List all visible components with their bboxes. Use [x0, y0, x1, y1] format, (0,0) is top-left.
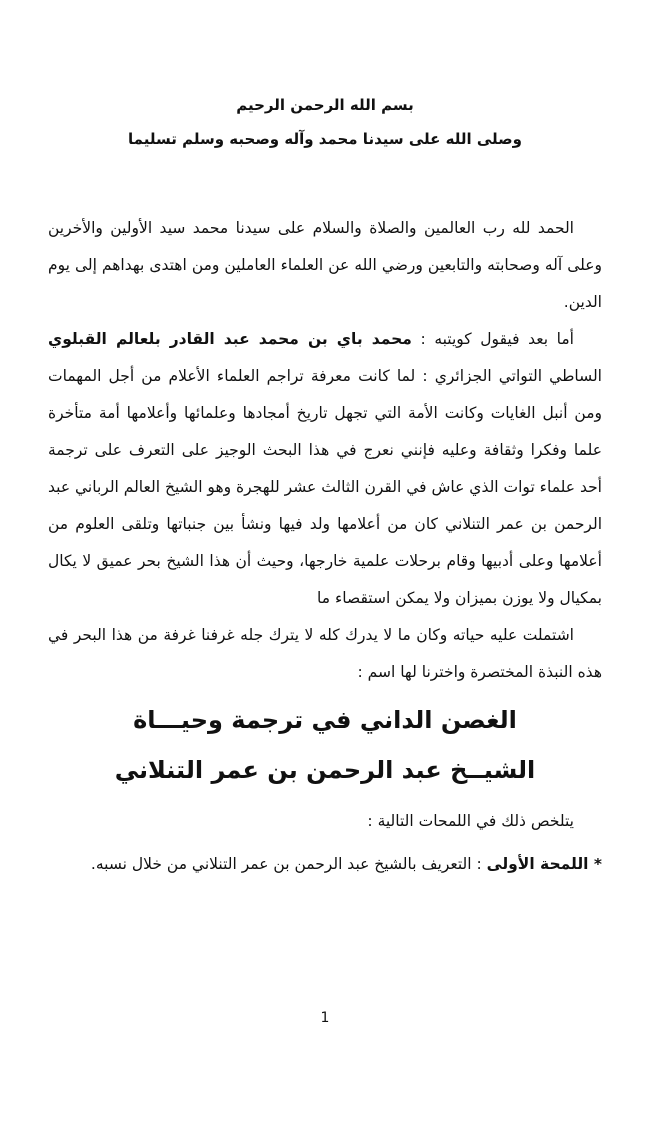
book-title-line-1: الغصن الداني في ترجمة وحيـــاة [133, 706, 517, 734]
first-section-item [48, 843, 602, 885]
book-title-line-2: الشيــخ عبد الرحمن بن عمر التنلاني [114, 756, 536, 784]
page-number: 1 [320, 1010, 330, 1026]
basmala-heading: بسم الله الرحمن الرحيم [236, 96, 414, 114]
naming-paragraph: اشتملت عليه حياته وكان ما لا يدرك كله لا يترك جله غرفنا غرفة من هذا البحر في هذه النبذة المختصرة واخترنا لها اسم : [48, 626, 602, 681]
author-intro-text: أما بعد فيقول كويتبه : [411, 330, 574, 348]
author-paragraph-text: الساطي التواتي الجزائري : لما كانت معرفة تراجم العلماء الأعلام من أجل المهمات ومن أنبل الغايات وكانت الأمة التي تجهل تاريخ أمجادها وعلمائها وأعلامها أمة متأخرة علما وفكرا وثقافة وعليه فإنني نعرج في هذا البحث الوجيز على التعرف على ترجمة أحد علماء توات الذي عاش في القرن الثالث عشر للهجرة وهو الشيخ العالم الرباني عبد الرحمن بن عمر التنلاني كان من أعلامها ولد فيها ونشأ بين جنباتها وتلقى العلوم من أعلامها وعلى أدبيها وقام برحلات علمية خارجها، وحيث أن هذا الشيخ بحر عميق لا يكال بمكيال ولا يوزن بميزان ولا يمكن استقصاء ما [48, 367, 602, 607]
author-paragraph [48, 321, 602, 617]
first-section-text: : التعريف بالشيخ عبد الرحمن بن عمر التنلاني من خلال نسبه. [90, 855, 487, 873]
bullet-marker: * [588, 855, 602, 873]
summary-intro: يتلخص ذلك في اللمحات التالية : [367, 812, 574, 830]
first-section-label: اللمحة الأولى [486, 855, 589, 873]
salawat-heading: وصلى الله على سيدنا محمد وآله وصحبه وسلم تسليما [128, 130, 522, 148]
author-name: محمد باي بن محمد عبد القادر بلعالم القبلوي [48, 330, 412, 348]
opening-paragraph: الحمد لله رب العالمين والصلاة والسلام على سيدنا محمد سيد الأولين والأخرين وعلى آله وصحابته والتابعين ورضي الله عن العلماء العاملين ومن اهتدى بهداهم إلى يوم الدين. [48, 219, 602, 311]
